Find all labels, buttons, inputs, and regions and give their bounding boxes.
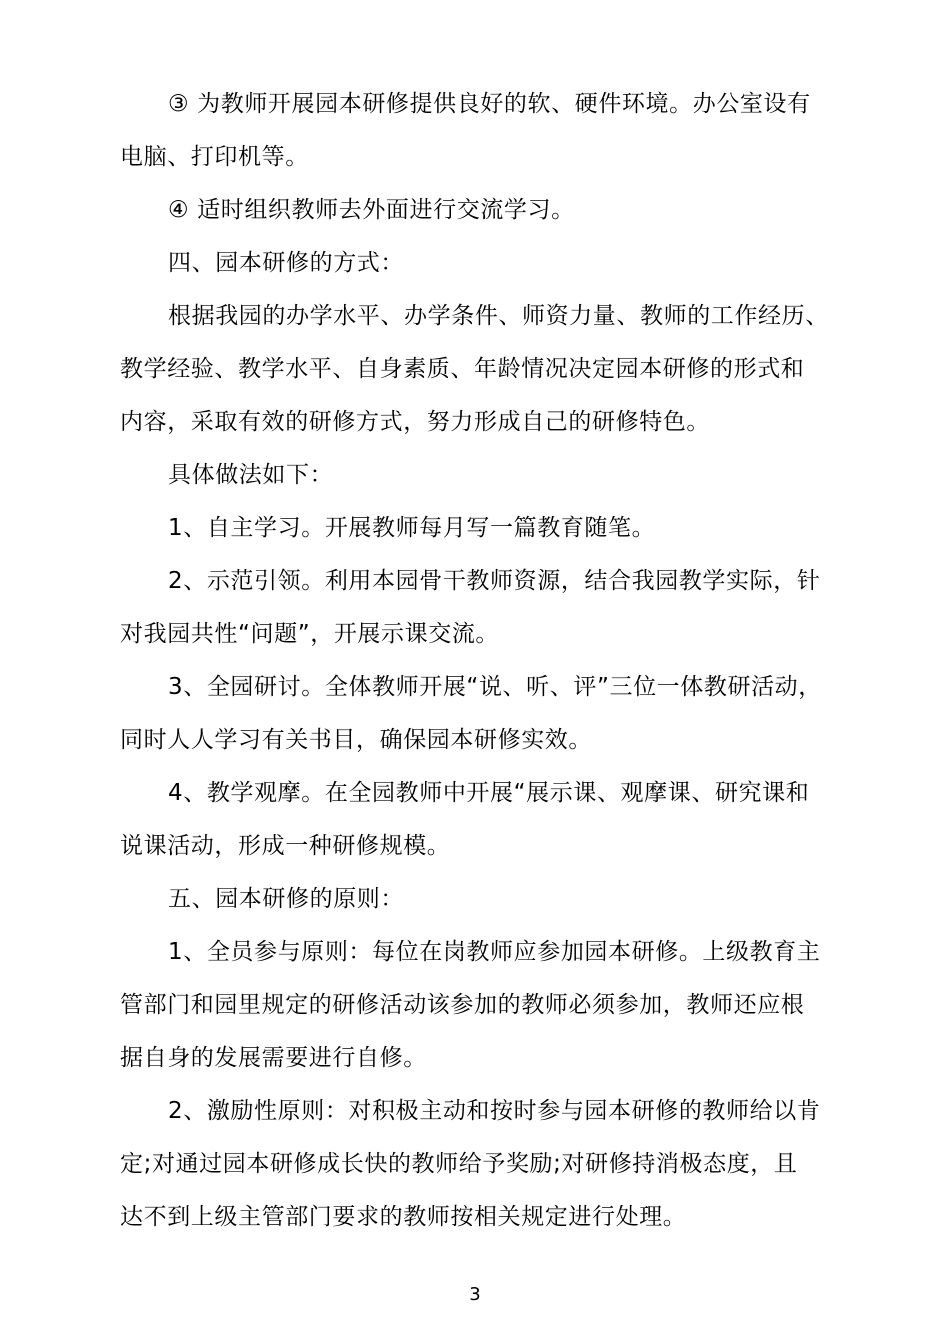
paragraph-line: 具体做法如下： [168,462,334,488]
section-heading: 四、园本研修的方式： [168,250,404,276]
paragraph-line: 根据我园的办学水平、办学条件、师资力量、教师的工作经历、 [168,303,829,329]
list-item: 4、教学观摩。在全园教师中开展“展示课、观摩课、研究课和 [168,780,810,806]
list-item: 1、全员参与原则：每位在岗教师应参加园本研修。上级教育主 [168,939,821,965]
list-item: 1、自主学习。开展教师每月写一篇教育随笔。 [168,515,656,541]
paragraph-line: 据自身的发展需要进行自修。 [120,1045,427,1071]
paragraph-line: 同时人人学习有关书目，确保园本研修实效。 [120,727,592,753]
list-item: 3、全园研讨。全体教师开展“说、听、评”三位一体教研活动， [168,674,822,700]
page-number: 3 [469,1284,481,1305]
paragraph-line: 达不到上级主管部门要求的教师按相关规定进行处理。 [120,1204,687,1230]
section-heading: 五、园本研修的原则： [168,886,404,912]
paragraph-line: ④ 适时组织教师去外面进行交流学习。 [168,197,575,223]
paragraph-line: 说课活动，形成一种研修规模。 [120,833,451,859]
paragraph-line: 教学经验、教学水平、自身素质、年龄情况决定园本研修的形式和 [120,356,805,382]
list-item: 2、激励性原则：对积极主动和按时参与园本研修的教师给以肯 [168,1098,821,1124]
paragraph-line: 电脑、打印机等。 [120,144,309,170]
paragraph-line: 管部门和园里规定的研修活动该参加的教师必须参加，教师还应根 [120,992,805,1018]
paragraph-line: ③ 为教师开展园本研修提供良好的软、硬件环境。办公室设有 [168,91,811,117]
paragraph-line: 内容，采取有效的研修方式，努力形成自己的研修特色。 [120,409,710,435]
list-item: 2、示范引领。利用本园骨干教师资源，结合我园教学实际，针 [168,568,821,594]
paragraph-line: 定;对通过园本研修成长快的教师给予奖励;对研修持消极态度，且 [120,1151,798,1177]
paragraph-line: 对我园共性“问题”，开展示课交流。 [120,621,500,647]
